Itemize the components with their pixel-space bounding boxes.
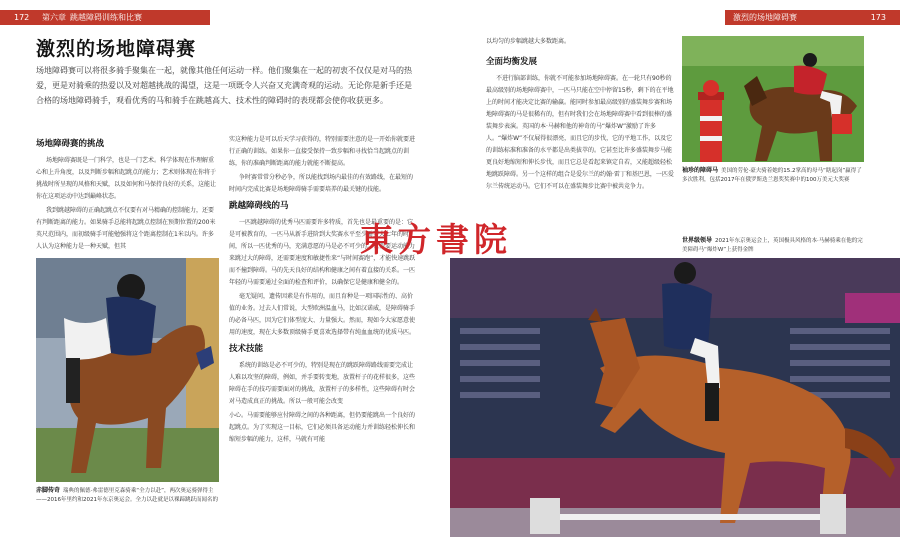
left-caption-bold: 赤脚传奇 (36, 487, 61, 494)
col2-paragraph-2: 争时赛常常分秒必争，所以能找到场内最佳的有效路线，在最短的时间内完成比赛是场地障碍骑手需要培养的最关键的技能。 (229, 174, 414, 193)
right-header-bar (725, 10, 900, 25)
right-section: 激烈的场地障碍赛 (733, 13, 797, 22)
section1-paragraph-1: 场地障碍赛既是一门科学，也是一门艺术。科学体现在作理解重心和上升角度，以及判断步幅和起跳点的能力；艺术则体现在你将于挑战时所呈现的风格和天赋，以及如何和马保持良好的关系，这能让你在这项运动中达到巅峰状态。 (36, 157, 217, 200)
col3-heading: 全面均衡发展 (486, 57, 538, 67)
col2-paragraph-1: 实这种能力是可以后天学习获得的，特别需要注意的是一开始你就要进行正确的训练。如果你一直接受保持一致步幅和寻找恰当起跳点的训练，你的准确判断距离的能力就能不断提高。 (229, 136, 416, 167)
right-top-photo-horse-jumper (682, 36, 864, 162)
column-2 (229, 134, 416, 448)
right-top-photo-illustration (682, 36, 864, 162)
right-mid-caption-bold: 世界级领导 (682, 237, 713, 244)
right-large-photo-horse-jumper (450, 258, 900, 537)
section1-paragraph-2: 我到跳越障碍的正确起跳点不仅要有对马精确的控制能力，还要有判断距离的能力。如果骑手总能将起跳点控制在预期位置的200米英尺范围内，而初级骑手可能勉强将这个距离控制在1米以内。许多人认为这种能力是一种天赋，但其 (36, 207, 216, 250)
left-header-bar (0, 10, 210, 25)
section1-heading: 场地障碍赛的挑战 (36, 139, 105, 149)
left-caption-text: 瑞典的佩德·弗雷德里克森骑乘“全力以赴”，两次奥运骑弹得主——2016年里约和2021年东京奥运会。全力以赴就是以裸蹄跳跃而闻名的 (36, 488, 218, 503)
col3-paragraph-0: 以均匀的步幅跳越大多数距离。 (486, 38, 571, 45)
column-1 (36, 134, 219, 255)
col2-paragraph-4: 毫无疑问，遗传因素是有作用的，而且育种是一项国际性的、高价值的业务。过去人们常说，大型欧洲温血马，比如汉诺威，是障碍骑手的必备马匹，因为它们体型庞大、力量强大。然而，现如今大家愿意使用的速度，现在大多数顶级骑手更喜欢选择带有纯血血统的优质马匹。 (229, 293, 416, 336)
column-3 (486, 36, 674, 195)
left-photo-illustration (36, 258, 219, 482)
left-chapter: 第六章 (42, 13, 66, 22)
right-page-number: 173 (870, 13, 886, 22)
intro-paragraph: 场地障碍赛可以将很多骑手聚集在一起，就像其他任何运动一样。他们聚集在一起的初衷不仅仅是对马的热爱，更是对骑乘的热爱以及对超越挑战的渴望，这是一项既令人兴奋又充满奇观的运动。无论你是新手还是合格的场地障碍骑手，观看优秀的马和骑手在跳越高大、技术性的障碍时的表现都会使你收获更多。 (36, 66, 412, 105)
right-top-photo-caption (682, 166, 864, 185)
right-top-caption-text: 美国的劳伦·豪夫骑着她的15.2掌高的母马“瞎起岗”赢得了多次胜利，包括2017年在俄罗斯迭兰恩奖奖赛中的100万美元大奖赛 (682, 168, 862, 183)
left-photo-horse-jumper (36, 258, 219, 482)
right-mid-caption-text: 2021年东京奥运会上，英国极具风格的本·马赫骑乘在他的完美障碍马“爆炸W”上获得金牌 (682, 238, 863, 253)
left-section: 跳越障碍训练和比赛 (70, 13, 142, 22)
right-top-caption-bold: 袖珍的障碍马 (682, 167, 719, 174)
right-large-photo-illustration (450, 258, 900, 537)
col2-paragraph-3: 一匹跳越障碍的优秀马匹需要许多特质，首先也是最重要的是：它是可被教育的，一匹马从新手进阶到大奖赛水平至少需要大七年的时间，所以一匹优秀的马，充满意愿的马是必不可少的。它需要运动能力来跳过大的障碍，还需要速度和敏捷性来“与时间赛跑”，才能快速跳跃而不撞到障碍。马的先天良好的结构和健康之间有着直接的关系。一匹年轻的马需要通过全面的检查和评价，以确保它是健康和健全的。 (229, 219, 416, 286)
right-page (450, 0, 900, 537)
col2-heading-3: 技术技能 (229, 344, 264, 354)
left-photo-caption (36, 486, 219, 505)
col3-paragraph-1: 不进行脑部训练，你就不可能参加场地障碍赛。在一轮只有90秒的最高级别的场地障碍赛中，一匹马只能在空中停留15秒，剩下的在平地上的时间才能决定比赛的输赢。能同时参加最高级别的盛装舞步赛和场地障碍赛的马是很稀有的，但有时我们会在场地障碍赛中看到很棒的盛装舞步表演。英国的本·马赫和他的神奇的马“爆炸W”激励了许多人。“爆炸W”不仅展得很漂亮，而且它的步伐，它的平地工作，以及它的训练标准和准备的水平都是出类拔萃的。它甚至比许多盛装舞步马能更良好地缩短和伸长步伐，而且它总是看起来镇定自若，又能超级轻松地跳跃障碍。另一个这样的组合是爱尔兰的约翰·雷丁和基巴恩，一匹爱尔兰传统运动马。它们不可以在盛装舞步比赛中被共竞争力。 (486, 75, 674, 190)
col2-paragraph-5: 系统的训练是必不可少的，特别是现在的跳跃障碍路线需要完成让人难以攻坚的障碍，例如，并手要转变地，放置杆子的花样很多，这些障碍在手的技巧需要面对的挑战，放置杆子的多样性，这些障碍有时会对马造成真正的挑战。所以一般可能会改变 (229, 362, 416, 405)
col2-heading-2: 跳越障碍线的马 (229, 201, 289, 211)
page-title: 激烈的场地障碍赛 (36, 38, 197, 60)
left-page-number: 172 (14, 13, 30, 22)
right-mid-photo-caption (682, 236, 864, 255)
col2-paragraph-6: 小心。马需要能够应付障碍之间的各种距离，但仍要能跳出一个良好的起跳点。为了实现这一目标，它们必须具备运动能力并训练轻松伸长和缩短步幅的能力，这样，马就有可能 (229, 412, 416, 443)
watermark: 東方書院 (360, 220, 512, 259)
